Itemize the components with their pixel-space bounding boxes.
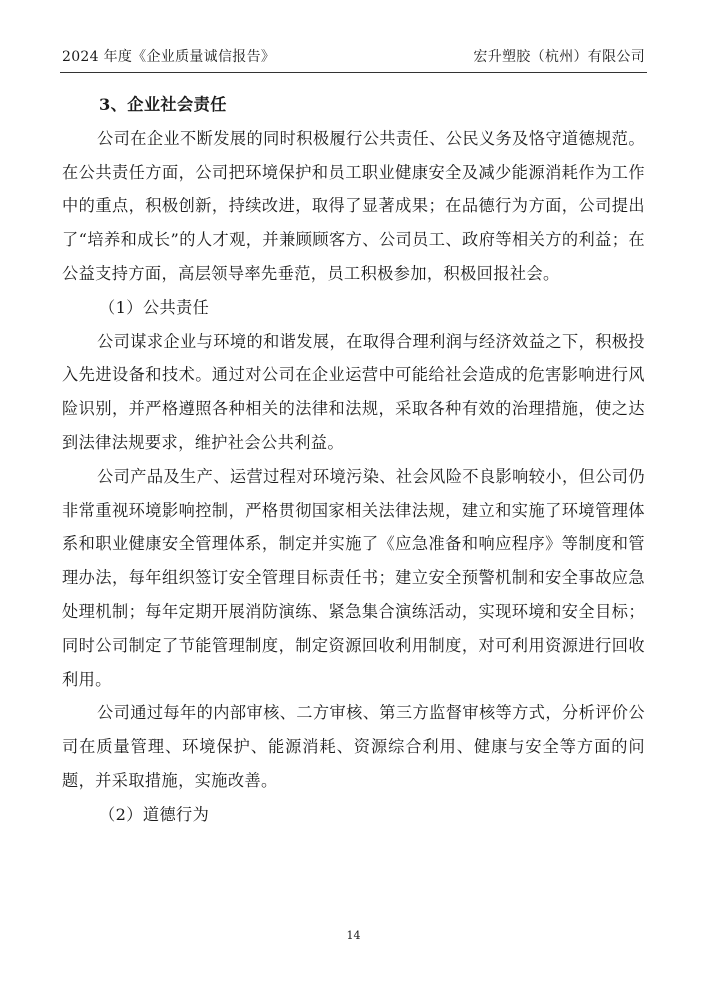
paragraph-harmony-environment: 公司谋求企业与环境的和谐发展，在取得合理利润与经济效益之下，积极投入先进设备和技术。通过对公司在企业运营中可能给社会造成的危害影响进行风险识别，并严格遵照各种相关的法律和法规，采取各种有效的治理措施，使之达到法律法规要求，维护社会公共利益。 [62,331,645,452]
section-intro-paragraph: 公司在企业不断发展的同时积极履行公共责任、公民义务及恪守道德规范。在公共责任方面，公司把环境保护和员工职业健康安全及减少能源消耗作为工作中的重点，积极创新，持续改进，取得了显著成果；在品德行为方面，公司提出了“培养和成长”的人才观，并兼顾顾客方、公司员工、政府等相关方的利益；在公益支持方面，高层领导率先垂范，员工积极参加，积极回报社会。 [62,128,645,283]
page-number: 14 [346,929,361,942]
paragraph-environment-control: 公司产品及生产、运营过程对环境污染、社会风险不良影响较小，但公司仍非常重视环境影响控制，严格贯彻国家相关法律法规，建立和实施了环境管理体系和职业健康安全管理体系，制定并实施了《应急准备和响应程序》等制度和管理办法，每年组织签订安全管理目标责任书；建立安全预警机制和安全事故应急处理机制；每年定期开展消防演练、紧急集合演练活动，实现环境和安全目标；同时公司制定了节能管理制度，制定资源回收利用制度，对可利用资源进行回收利用。 [62,466,645,689]
page-header [62,46,645,66]
subsection-heading-ethics: （2）道德行为 [99,804,210,824]
header-report-title: 2024 年度《企业质量诚信报告》 [62,49,276,65]
header-rule [60,72,647,73]
subsection-heading-public-responsibility: （1）公共责任 [99,297,210,317]
paragraph-audits: 公司通过每年的内部审核、二方审核、第三方监督审核等方式，分析评价公司在质量管理、环境保护、能源消耗、资源综合利用、健康与安全等方面的问题，并采取措施，实施改善。 [62,703,645,790]
section-heading: 3、企业社会责任 [99,95,227,114]
header-company-name: 宏升塑胶（杭州）有限公司 [473,49,645,65]
page-body [62,88,645,832]
